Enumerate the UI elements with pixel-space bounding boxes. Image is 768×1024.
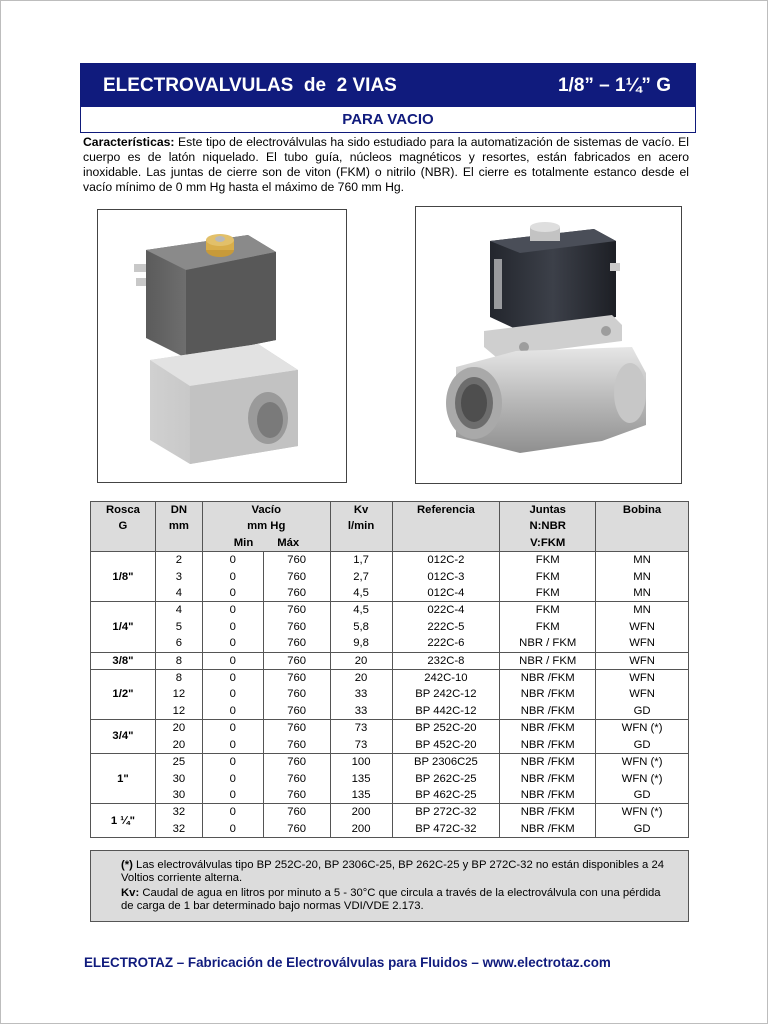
min-cell: 0	[202, 804, 263, 821]
min-cell: 0	[202, 703, 263, 720]
ref-cell: 222C-6	[392, 635, 500, 652]
dn-cell: 30	[155, 787, 202, 804]
bobina-cell: WFN (*)	[596, 720, 689, 737]
max-cell: 760	[263, 703, 330, 720]
col-rosca-unit: G	[91, 518, 156, 534]
bobina-cell: MN	[596, 552, 689, 569]
col-vacio: Vacío	[202, 502, 330, 519]
note-kv: Kv: Caudal de agua en litros por minuto a 5 - 30°C que circula a través de la electroválvula con una pérdida de carga de 1 bar determinado bajo normas VDI/VDE 2.173.	[121, 886, 661, 913]
valve-product-photo	[415, 206, 682, 484]
bobina-cell: WFN (*)	[596, 754, 689, 771]
bobina-cell: WFN	[596, 635, 689, 652]
ref-cell: 222C-5	[392, 619, 500, 635]
max-cell: 760	[263, 619, 330, 635]
table-row	[91, 821, 689, 838]
dn-cell: 8	[155, 652, 202, 669]
col-referencia: Referencia	[392, 502, 500, 519]
dn-cell: 6	[155, 635, 202, 652]
ref-cell: 012C-2	[392, 552, 500, 569]
description-paragraph	[83, 135, 689, 195]
ref-cell: BP 442C-12	[392, 703, 500, 720]
min-cell: 0	[202, 652, 263, 669]
kv-cell: 20	[330, 652, 392, 669]
ref-cell: BP 262C-25	[392, 771, 500, 787]
min-cell: 0	[202, 670, 263, 687]
rosca-cell: 1/2"	[91, 670, 156, 720]
kv-cell: 73	[330, 720, 392, 737]
description-text: Este tipo de electroválvulas ha sido estudiado para la automatización de sistemas de vacío. El cuerpo es de latón niquelado. El tubo guía, núcleos magnéticos y resortes, están fabricados en acero inoxidable. Las juntas de cierre son de viton (FKM) o nitrilo (NBR). El cierre es totalmente estanco desde el vacío mínimo de 0 mm Hg hasta el máximo de 760 mm Hg.	[83, 135, 689, 194]
col-dn: DN	[155, 502, 202, 519]
min-cell: 0	[202, 771, 263, 787]
kv-cell: 33	[330, 703, 392, 720]
max-cell: 760	[263, 602, 330, 619]
min-cell: 0	[202, 619, 263, 635]
juntas-cell: FKM	[500, 619, 596, 635]
min-cell: 0	[202, 821, 263, 838]
min-cell: 0	[202, 585, 263, 602]
max-cell: 760	[263, 771, 330, 787]
max-cell: 760	[263, 720, 330, 737]
juntas-cell: FKM	[500, 552, 596, 569]
rosca-cell: 3/4"	[91, 720, 156, 754]
juntas-cell: NBR /FKM	[500, 754, 596, 771]
juntas-cell: NBR /FKM	[500, 670, 596, 687]
dn-cell: 20	[155, 737, 202, 754]
kv-cell: 200	[330, 821, 392, 838]
bobina-cell: MN	[596, 602, 689, 619]
subtitle: PARA VACIO	[342, 111, 434, 128]
ref-cell: BP 272C-32	[392, 804, 500, 821]
col-juntas: Juntas	[500, 502, 596, 519]
page-title: ELECTROVALVULAS de 2 VIAS	[103, 74, 397, 96]
table-row	[91, 585, 689, 602]
notes-box	[90, 850, 689, 922]
dn-cell: 32	[155, 804, 202, 821]
juntas-cell: NBR /FKM	[500, 787, 596, 804]
dn-cell: 20	[155, 720, 202, 737]
juntas-cell: NBR /FKM	[500, 720, 596, 737]
max-cell: 760	[263, 585, 330, 602]
min-cell: 0	[202, 720, 263, 737]
max-cell: 760	[263, 686, 330, 702]
max-cell: 760	[263, 737, 330, 754]
juntas-cell: NBR /FKM	[500, 821, 596, 838]
kv-cell: 9,8	[330, 635, 392, 652]
juntas-cell: NBR / FKM	[500, 652, 596, 669]
ref-cell: BP 2306C25	[392, 754, 500, 771]
rosca-cell: 1"	[91, 754, 156, 804]
ref-cell: BP 242C-12	[392, 686, 500, 702]
col-kv-unit: l/min	[330, 518, 392, 534]
description-label: Características:	[83, 135, 175, 149]
table-row	[91, 720, 689, 737]
juntas-cell: NBR / FKM	[500, 635, 596, 652]
header-row	[91, 502, 689, 519]
bobina-cell: GD	[596, 821, 689, 838]
col-dn-unit: mm	[155, 518, 202, 534]
rosca-cell: 1/4"	[91, 602, 156, 652]
table-row	[91, 602, 689, 619]
juntas-cell: NBR /FKM	[500, 771, 596, 787]
table-row	[91, 804, 689, 821]
max-cell: 760	[263, 804, 330, 821]
bobina-cell: MN	[596, 569, 689, 585]
bobina-cell: GD	[596, 737, 689, 754]
kv-cell: 1,7	[330, 552, 392, 569]
col-max: Máx	[263, 535, 330, 552]
valve-render-photo	[97, 209, 347, 483]
bobina-cell: GD	[596, 703, 689, 720]
max-cell: 760	[263, 552, 330, 569]
ref-cell: BP 452C-20	[392, 737, 500, 754]
table-row	[91, 552, 689, 569]
bobina-cell: WFN	[596, 619, 689, 635]
juntas-cell: NBR /FKM	[500, 804, 596, 821]
bobina-cell: WFN	[596, 686, 689, 702]
table-row	[91, 754, 689, 771]
max-cell: 760	[263, 569, 330, 585]
rosca-cell: 1 ¼"	[91, 804, 156, 838]
table-row	[91, 771, 689, 787]
juntas-cell: FKM	[500, 569, 596, 585]
min-cell: 0	[202, 754, 263, 771]
min-cell: 0	[202, 602, 263, 619]
ref-cell: 012C-3	[392, 569, 500, 585]
max-cell: 760	[263, 821, 330, 838]
dn-cell: 4	[155, 585, 202, 602]
dn-cell: 32	[155, 821, 202, 838]
juntas-cell: FKM	[500, 602, 596, 619]
dn-cell: 5	[155, 619, 202, 635]
col-kv: Kv	[330, 502, 392, 519]
dn-cell: 4	[155, 602, 202, 619]
kv-cell: 135	[330, 771, 392, 787]
header-row-units	[91, 518, 689, 534]
ref-cell: 242C-10	[392, 670, 500, 687]
table-row	[91, 569, 689, 585]
juntas-cell: NBR /FKM	[500, 737, 596, 754]
kv-cell: 4,5	[330, 602, 392, 619]
dn-cell: 2	[155, 552, 202, 569]
dn-cell: 3	[155, 569, 202, 585]
bobina-cell: WFN (*)	[596, 771, 689, 787]
col-rosca: Rosca	[91, 502, 156, 519]
footer: ELECTROTAZ – Fabricación de Electroválvulas para Fluidos – www.electrotaz.com	[84, 955, 611, 970]
min-cell: 0	[202, 686, 263, 702]
dn-cell: 12	[155, 703, 202, 720]
max-cell: 760	[263, 754, 330, 771]
rosca-cell: 1/8"	[91, 552, 156, 602]
bobina-cell: WFN (*)	[596, 804, 689, 821]
table-row	[91, 652, 689, 669]
table-row	[91, 737, 689, 754]
kv-cell: 100	[330, 754, 392, 771]
col-vacio-unit: mm Hg	[202, 518, 330, 534]
juntas-cell: NBR /FKM	[500, 703, 596, 720]
spec-table-body	[91, 552, 689, 838]
bobina-cell: WFN	[596, 670, 689, 687]
juntas-cell: NBR /FKM	[500, 686, 596, 702]
max-cell: 760	[263, 670, 330, 687]
ref-cell: 232C-8	[392, 652, 500, 669]
kv-cell: 2,7	[330, 569, 392, 585]
title-bar	[81, 64, 695, 107]
min-cell: 0	[202, 552, 263, 569]
ref-cell: BP 472C-32	[392, 821, 500, 838]
table-row	[91, 703, 689, 720]
col-juntas-n: N:NBR	[500, 518, 596, 534]
col-juntas-v: V:FKM	[500, 535, 596, 552]
bobina-cell: GD	[596, 787, 689, 804]
col-min: Min	[202, 535, 263, 552]
table-row	[91, 635, 689, 652]
kv-cell: 200	[330, 804, 392, 821]
kv-cell: 5,8	[330, 619, 392, 635]
kv-cell: 33	[330, 686, 392, 702]
bobina-cell: MN	[596, 585, 689, 602]
col-bobina: Bobina	[596, 502, 689, 519]
table-row	[91, 686, 689, 702]
kv-cell: 73	[330, 737, 392, 754]
min-cell: 0	[202, 787, 263, 804]
min-cell: 0	[202, 569, 263, 585]
kv-cell: 135	[330, 787, 392, 804]
dn-cell: 12	[155, 686, 202, 702]
ref-cell: BP 252C-20	[392, 720, 500, 737]
bobina-cell: WFN	[596, 652, 689, 669]
ref-cell: 022C-4	[392, 602, 500, 619]
max-cell: 760	[263, 787, 330, 804]
dn-cell: 30	[155, 771, 202, 787]
note-asterisk: (*) Las electroválvulas tipo BP 252C-20, BP 2306C-25, BP 262C-25 y BP 272C-32 no están disponibles a 24 Voltios corriente alterna.	[121, 859, 665, 885]
min-cell: 0	[202, 737, 263, 754]
kv-cell: 20	[330, 670, 392, 687]
valve-product-illustration	[416, 207, 681, 483]
ref-cell: 012C-4	[392, 585, 500, 602]
juntas-cell: FKM	[500, 585, 596, 602]
dn-cell: 8	[155, 670, 202, 687]
ref-cell: BP 462C-25	[392, 787, 500, 804]
valve-render-illustration	[98, 210, 346, 482]
rosca-cell: 3/8"	[91, 652, 156, 669]
spec-table	[90, 501, 689, 838]
max-cell: 760	[263, 635, 330, 652]
header-row-sub	[91, 535, 689, 552]
dn-cell: 25	[155, 754, 202, 771]
min-cell: 0	[202, 635, 263, 652]
table-row	[91, 670, 689, 687]
max-cell: 760	[263, 652, 330, 669]
table-row	[91, 787, 689, 804]
title-header	[80, 63, 696, 133]
kv-cell: 4,5	[330, 585, 392, 602]
table-row	[91, 619, 689, 635]
size-range: 1/8” – 1¼” G	[557, 74, 671, 96]
